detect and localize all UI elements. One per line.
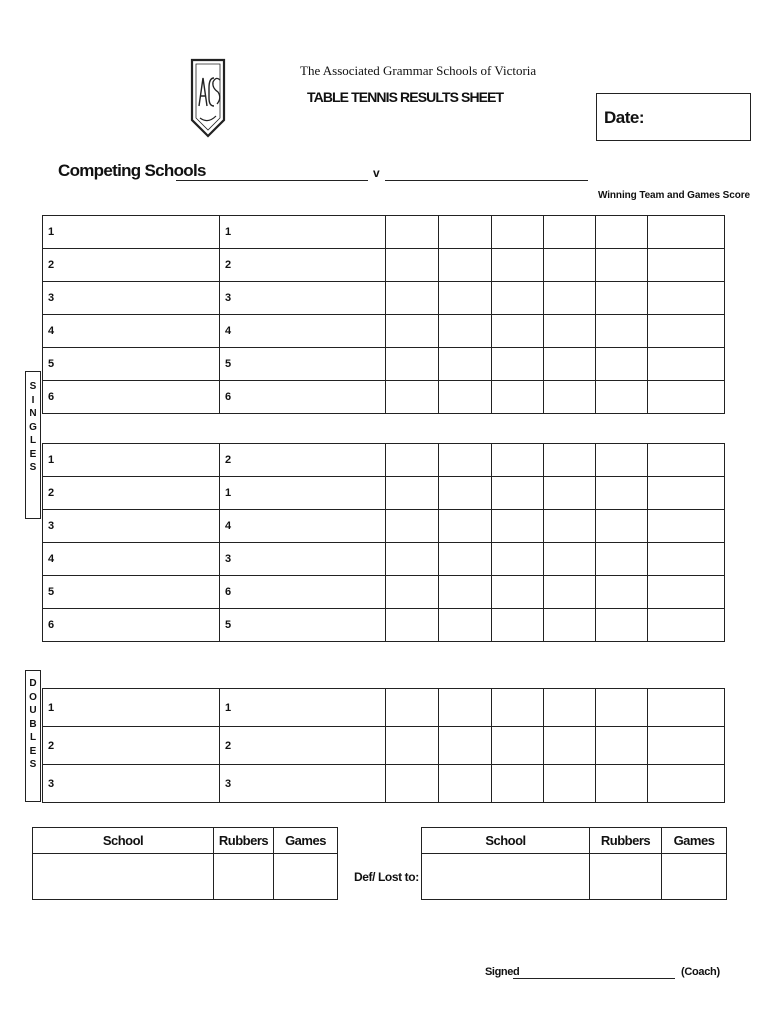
game-score-cell[interactable] [596, 543, 648, 576]
game-score-cell[interactable] [492, 315, 544, 348]
game-score-cell[interactable] [386, 765, 439, 803]
rubbers-header: Rubbers [590, 828, 662, 854]
game-score-cell[interactable] [544, 609, 596, 642]
home-player-number[interactable]: 1 [43, 444, 220, 477]
singles-round-one-table [42, 215, 725, 414]
side-label-letter: L [29, 435, 37, 446]
winning-team-cell[interactable] [648, 689, 725, 727]
game-score-cell[interactable] [544, 576, 596, 609]
game-score-cell[interactable] [596, 609, 648, 642]
games-header: Games [662, 828, 727, 854]
game-score-cell[interactable] [596, 444, 648, 477]
date-label: Date: [604, 108, 645, 127]
doubles-side-label [25, 670, 41, 802]
game-score-cell[interactable] [386, 510, 439, 543]
game-score-cell[interactable] [596, 576, 648, 609]
away-player-number[interactable]: 5 [220, 348, 386, 381]
singles-side-label [25, 371, 41, 519]
winning-team-cell[interactable] [648, 282, 725, 315]
side-label-letter: N [29, 408, 37, 419]
home-player-number[interactable]: 5 [43, 576, 220, 609]
competing-schools-label: Competing Schools [58, 161, 206, 180]
away-player-number[interactable]: 1 [220, 689, 386, 727]
match-row [43, 444, 725, 477]
winning-team-cell[interactable] [648, 381, 725, 414]
game-score-cell[interactable] [492, 282, 544, 315]
home-player-number[interactable]: 2 [43, 249, 220, 282]
game-score-cell[interactable] [386, 576, 439, 609]
home-player-number[interactable]: 6 [43, 609, 220, 642]
match-row [43, 510, 725, 543]
school-two-field[interactable] [385, 180, 588, 181]
game-score-cell[interactable] [596, 216, 648, 249]
game-score-cell[interactable] [544, 765, 596, 803]
game-score-cell[interactable] [439, 249, 492, 282]
match-row [43, 727, 725, 765]
game-score-cell[interactable] [596, 282, 648, 315]
summary-table-left [32, 827, 338, 900]
side-label-letter: S [29, 462, 37, 473]
signed-label: Signed [485, 966, 520, 978]
game-score-cell[interactable] [439, 216, 492, 249]
home-player-number[interactable]: 1 [43, 216, 220, 249]
side-label-letter: I [31, 394, 35, 406]
game-score-cell[interactable] [439, 348, 492, 381]
side-label-letter: S [29, 759, 37, 770]
winning-team-cell[interactable] [648, 315, 725, 348]
game-score-cell[interactable] [596, 727, 648, 765]
game-score-cell[interactable] [544, 282, 596, 315]
game-score-cell[interactable] [439, 727, 492, 765]
game-score-cell[interactable] [544, 315, 596, 348]
rubbers-header: Rubbers [214, 828, 274, 854]
doubles-table [42, 688, 725, 803]
game-score-cell[interactable] [492, 249, 544, 282]
away-player-number[interactable]: 3 [220, 765, 386, 803]
home-player-number[interactable]: 5 [43, 348, 220, 381]
rubbers-cell[interactable] [214, 854, 274, 900]
game-score-cell[interactable] [596, 510, 648, 543]
game-score-cell[interactable] [544, 249, 596, 282]
game-score-cell[interactable] [596, 249, 648, 282]
match-row [43, 689, 725, 727]
game-score-cell[interactable] [386, 381, 439, 414]
summary-table-right [421, 827, 727, 900]
winning-team-cell[interactable] [648, 576, 725, 609]
away-player-number[interactable]: 6 [220, 576, 386, 609]
side-label-letter: S [29, 381, 37, 392]
winning-team-cell[interactable] [648, 348, 725, 381]
game-score-cell[interactable] [386, 315, 439, 348]
games-header: Games [274, 828, 338, 854]
games-cell[interactable] [662, 854, 727, 900]
game-score-cell[interactable] [492, 543, 544, 576]
side-label-letter: G [29, 421, 37, 433]
match-row [43, 609, 725, 642]
winning-team-cell[interactable] [648, 510, 725, 543]
game-score-cell[interactable] [492, 765, 544, 803]
game-score-cell[interactable] [439, 510, 492, 543]
game-score-cell[interactable] [492, 576, 544, 609]
game-score-cell[interactable] [439, 381, 492, 414]
match-row [43, 477, 725, 510]
school-header: School [422, 828, 590, 854]
away-player-number[interactable]: 4 [220, 510, 386, 543]
rubbers-cell[interactable] [590, 854, 662, 900]
school-cell[interactable] [33, 854, 214, 900]
match-row [43, 216, 725, 249]
away-player-number[interactable]: 4 [220, 315, 386, 348]
away-player-number[interactable]: 2 [220, 444, 386, 477]
winning-team-label: Winning Team and Games Score [598, 190, 750, 201]
game-score-cell[interactable] [439, 315, 492, 348]
side-label-letter: E [29, 745, 37, 757]
game-score-cell[interactable] [492, 216, 544, 249]
organisation-name: The Associated Grammar Schools of Victoria [300, 63, 537, 78]
game-score-cell[interactable] [386, 609, 439, 642]
game-score-cell[interactable] [386, 444, 439, 477]
game-score-cell[interactable] [492, 727, 544, 765]
singles-round-two-table [42, 443, 725, 642]
match-row [43, 282, 725, 315]
game-score-cell[interactable] [386, 348, 439, 381]
game-score-cell[interactable] [544, 348, 596, 381]
game-score-cell[interactable] [596, 315, 648, 348]
match-row [43, 381, 725, 414]
def-lost-label: Def/ Lost to: [354, 870, 419, 884]
game-score-cell[interactable] [439, 282, 492, 315]
winning-team-cell[interactable] [648, 609, 725, 642]
match-row [43, 348, 725, 381]
game-score-cell[interactable] [544, 510, 596, 543]
side-label-letter: L [29, 732, 37, 743]
game-score-cell[interactable] [386, 249, 439, 282]
match-row [43, 576, 725, 609]
home-player-number[interactable]: 2 [43, 727, 220, 765]
winning-team-cell[interactable] [648, 477, 725, 510]
sheet-title: TABLE TENNIS RESULTS SHEET [307, 89, 504, 105]
game-score-cell[interactable] [492, 609, 544, 642]
game-score-cell[interactable] [492, 381, 544, 414]
away-player-number[interactable]: 6 [220, 381, 386, 414]
away-player-number[interactable]: 1 [220, 216, 386, 249]
game-score-cell[interactable] [596, 348, 648, 381]
game-score-cell[interactable] [544, 689, 596, 727]
side-label-letter: E [29, 448, 37, 460]
home-player-number[interactable]: 2 [43, 477, 220, 510]
side-label-letter: U [29, 705, 37, 716]
home-player-number[interactable]: 4 [43, 315, 220, 348]
game-score-cell[interactable] [386, 543, 439, 576]
game-score-cell[interactable] [544, 477, 596, 510]
away-player-number[interactable]: 2 [220, 727, 386, 765]
game-score-cell[interactable] [439, 765, 492, 803]
game-score-cell[interactable] [492, 510, 544, 543]
winning-team-cell[interactable] [648, 765, 725, 803]
game-score-cell[interactable] [544, 727, 596, 765]
match-row [43, 765, 725, 803]
game-score-cell[interactable] [596, 689, 648, 727]
side-label-letter: B [29, 718, 37, 730]
game-score-cell[interactable] [544, 216, 596, 249]
game-score-cell[interactable] [544, 381, 596, 414]
side-label-letter: D [29, 678, 37, 689]
game-score-cell[interactable] [439, 689, 492, 727]
game-score-cell[interactable] [596, 381, 648, 414]
home-player-number[interactable]: 6 [43, 381, 220, 414]
game-score-cell[interactable] [439, 444, 492, 477]
game-score-cell[interactable] [386, 282, 439, 315]
game-score-cell[interactable] [386, 727, 439, 765]
game-score-cell[interactable] [386, 477, 439, 510]
away-player-number[interactable]: 5 [220, 609, 386, 642]
home-player-number[interactable]: 1 [43, 689, 220, 727]
match-row [43, 315, 725, 348]
school-cell[interactable] [422, 854, 590, 900]
match-row [43, 249, 725, 282]
game-score-cell[interactable] [492, 444, 544, 477]
game-score-cell[interactable] [492, 348, 544, 381]
winning-team-cell[interactable] [648, 543, 725, 576]
games-cell[interactable] [274, 854, 338, 900]
game-score-cell[interactable] [544, 444, 596, 477]
home-player-number[interactable]: 4 [43, 543, 220, 576]
home-player-number[interactable]: 3 [43, 282, 220, 315]
versus-label: v [373, 166, 380, 180]
game-score-cell[interactable] [386, 689, 439, 727]
game-score-cell[interactable] [439, 543, 492, 576]
school-header: School [33, 828, 214, 854]
winning-team-cell[interactable] [648, 216, 725, 249]
winning-team-cell[interactable] [648, 727, 725, 765]
away-player-number[interactable]: 2 [220, 249, 386, 282]
home-player-number[interactable]: 3 [43, 765, 220, 803]
signature-field[interactable] [513, 978, 675, 979]
ags-crest-logo [190, 58, 226, 138]
home-player-number[interactable]: 3 [43, 510, 220, 543]
match-row [43, 543, 725, 576]
game-score-cell[interactable] [439, 477, 492, 510]
away-player-number[interactable]: 3 [220, 282, 386, 315]
game-score-cell[interactable] [596, 477, 648, 510]
coach-label: (Coach) [681, 966, 720, 978]
game-score-cell[interactable] [386, 216, 439, 249]
game-score-cell[interactable] [492, 689, 544, 727]
side-label-letter: O [29, 691, 37, 703]
game-score-cell[interactable] [596, 765, 648, 803]
school-one-field[interactable] [176, 180, 368, 181]
game-score-cell[interactable] [439, 609, 492, 642]
game-score-cell[interactable] [439, 576, 492, 609]
away-player-number[interactable]: 3 [220, 543, 386, 576]
game-score-cell[interactable] [544, 543, 596, 576]
winning-team-cell[interactable] [648, 249, 725, 282]
winning-team-cell[interactable] [648, 444, 725, 477]
away-player-number[interactable]: 1 [220, 477, 386, 510]
game-score-cell[interactable] [492, 477, 544, 510]
